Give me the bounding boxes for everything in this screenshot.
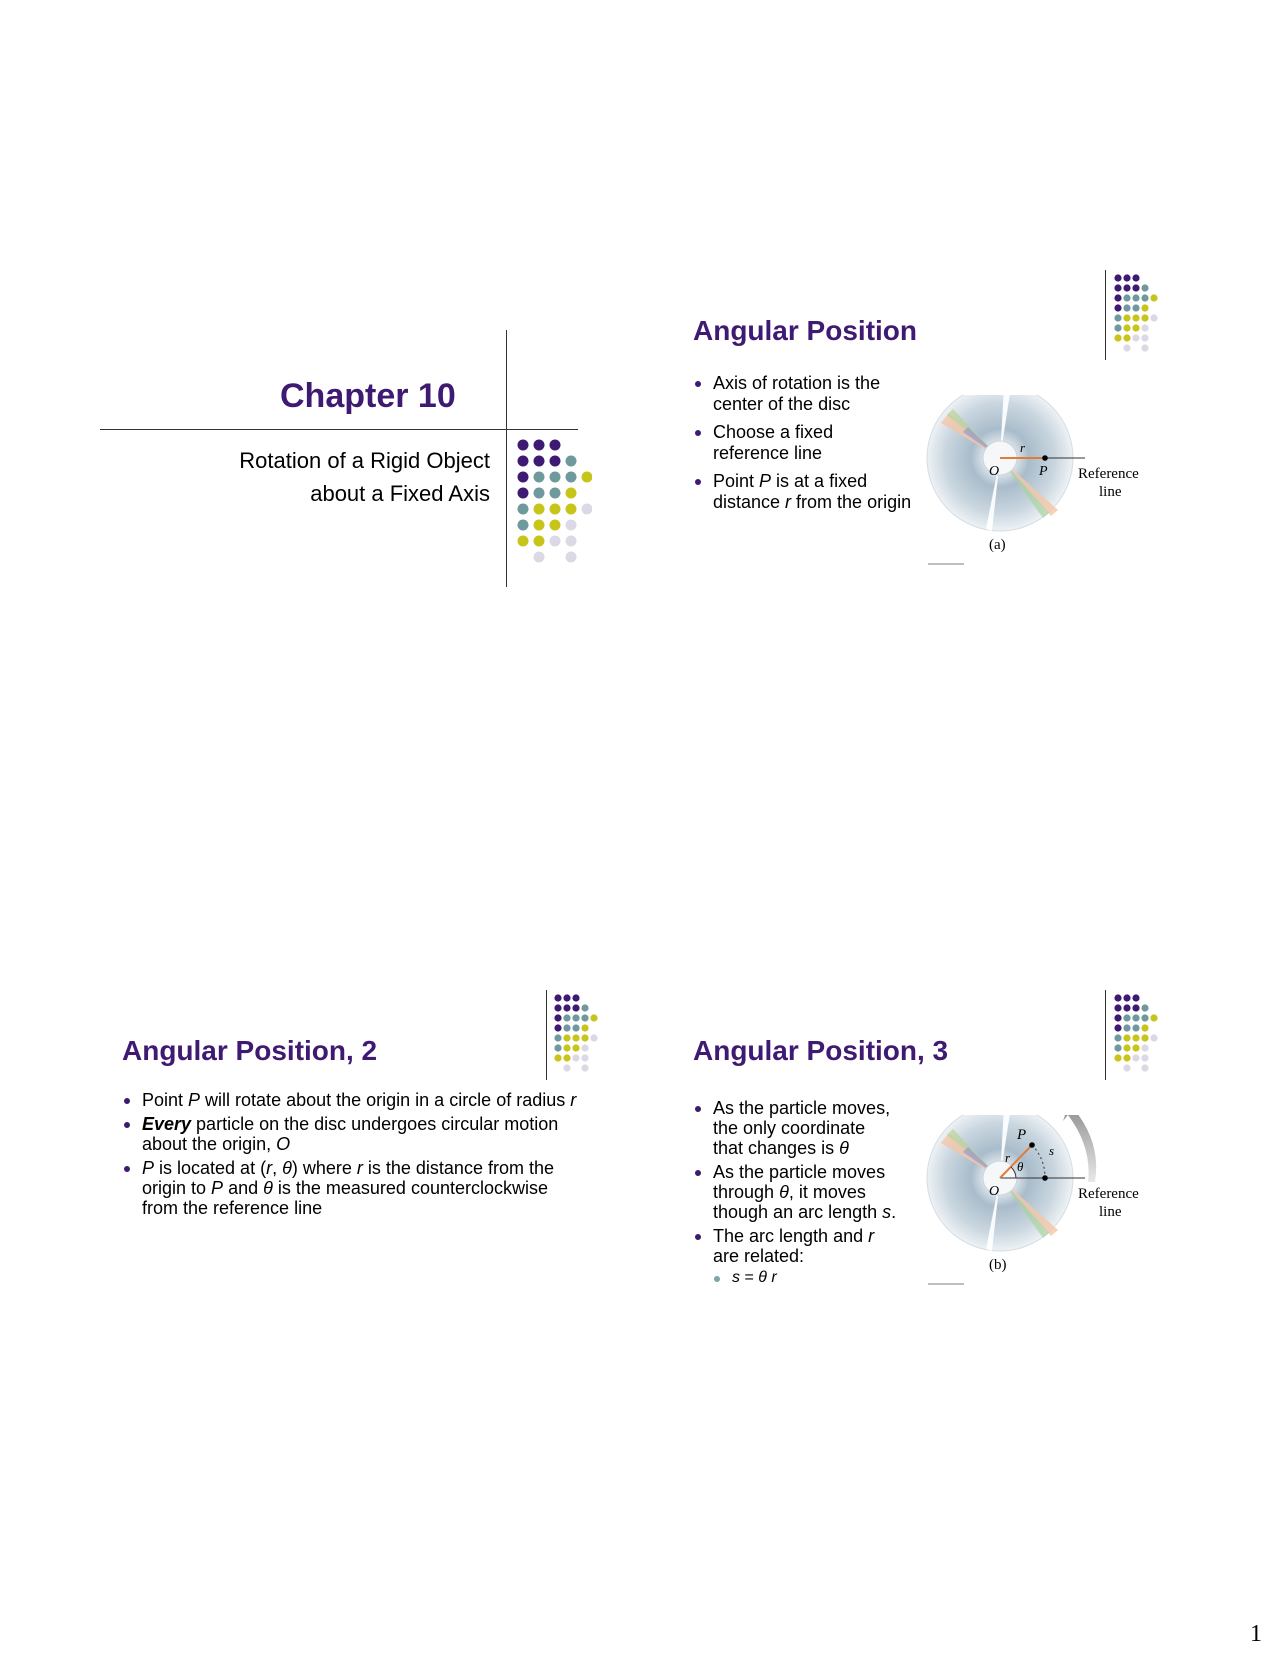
figure-caption: (a) [989,537,1006,553]
bullet-item: Choose a fixed reference line [693,422,913,464]
dot-grid-decoration [1112,994,1172,1080]
label-P: P [1017,1127,1027,1143]
bullet-item: Every particle on the disc undergoes circular motion about the origin, O [122,1114,582,1154]
bullet-list [122,1090,582,1222]
slide-title: Angular Position, 2 [122,1035,378,1066]
disc-figure-a [925,395,1180,575]
dot-grid-decoration [512,438,592,568]
reference-line-label-1: Reference [1078,466,1139,482]
reference-line-label-2: line [1099,484,1122,500]
slide-2 [680,270,1180,600]
page-number: 1 [1250,1621,1262,1647]
label-P: P [1039,464,1048,479]
title-divider [1105,270,1106,360]
slide-subtitle-line-1: Rotation of a Rigid Object [239,448,490,473]
slide-1 [100,320,580,590]
label-O: O [989,464,1000,479]
figure-caption: (b) [989,1257,1007,1273]
label-O: O [989,1184,1000,1199]
copyright-mark [928,563,964,565]
bullet-item: Axis of rotation is the center of the disc [693,373,913,415]
bullet-item: As the particle moves, the only coordinate that changes is θ [693,1098,898,1158]
dot-grid-decoration [552,994,612,1080]
slide-4 [680,990,1180,1320]
bullet-item: P is located at (r, θ) where r is the distance from the origin to P and θ is the measured counterclockwise from the reference line [122,1158,582,1218]
slide-title: Angular Position, 3 [693,1035,949,1066]
sub-bullet-item: s = θ r [693,1268,898,1288]
slide-title: Angular Position [693,315,917,346]
bullet-list [693,1098,898,1295]
title-divider [546,990,547,1080]
bullet-list [693,373,913,520]
dot-grid-decoration [1112,274,1172,360]
slide-subtitle-line-2: about a Fixed Axis [310,481,490,506]
label-r: r [1020,440,1026,455]
bullet-item: The arc length and r are related: [693,1226,898,1266]
vertical-divider [506,330,507,587]
copyright-mark [928,1283,964,1285]
bullet-item: As the particle moves through θ, it moves though an arc length s. [693,1162,898,1222]
label-s: s [1049,1143,1055,1158]
label-theta: θ [1017,1159,1024,1174]
title-divider [1105,990,1106,1080]
reference-line-label-1: Reference [1078,1186,1139,1202]
slide-title: Chapter 10 [280,377,456,415]
slide-3 [100,990,620,1300]
horizontal-divider [100,429,578,430]
bullet-item: Point P will rotate about the origin in a circle of radius r [122,1090,582,1110]
label-r: r [1005,1150,1011,1165]
bullet-item: Point P is at a fixed distance r from the origin [693,471,913,513]
reference-line-label-2: line [1099,1204,1122,1220]
disc-figure-b [925,1115,1180,1295]
